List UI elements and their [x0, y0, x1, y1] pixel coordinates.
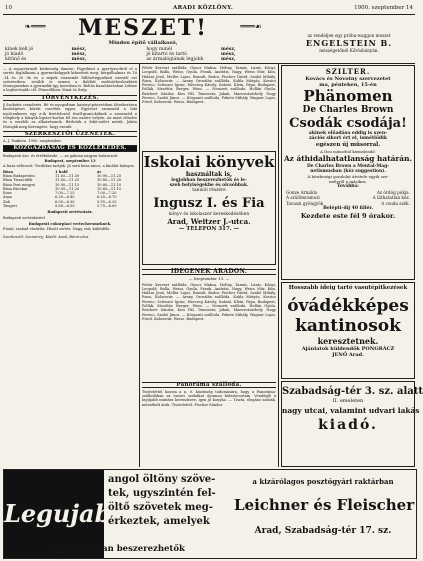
iskola-sub: használtak is, [185, 171, 233, 178]
leichner-left: Legujabb [4, 470, 104, 558]
page-header [3, 2, 415, 15]
engelstein-ad [285, 32, 413, 62]
ovadek-line: Hosszabb ideig tartó vasutépitkezések [288, 285, 408, 291]
szilter-line: akinek előadása eddig is szen- [308, 131, 388, 136]
idegenek-text: Fehér Kereszt szállóda. Gyucz Maksa. Heltay, Tamás, Lázár, Kőnyi, Leopold, Balla, Weisz, Gyula, Frank, Andrási, Nagy, Weiss Mór, Kún, Halász Jenő, Meller Lajos, Brandt, Bodor, Fischer Dávid, Szabó Mihály, Rusu, Kolozsvár. — Arany Oroszlán szállóda. Kokla Mátyás, Kovács Ferenc, Schwarz Ignác, Herczeg Károly, Szántó, Klein, Pápa, Budapest, Pollák, Mezőtúr, Berger, Wien. — Nemzeti szálloda. Hollán Gyula, Reichert Sándor, Kiss Pál, Temesvár, Jakab, Marosvásárhely, Nagy Ferenc, Szabó János. — Központi szálloda. Fekete Mihály, Wagner Lajos, Fried, Kolozsvár, Weisz, Budapest. [142, 282, 276, 321]
market-table [3, 170, 137, 209]
szilter-headline: Csodák csodája! [289, 116, 407, 131]
ovadek-title2: kantinosok [295, 316, 401, 336]
szabadsag-ad [281, 381, 423, 467]
table-row: Rozs 7.05—7.25 7.00—7.20 [3, 191, 117, 196]
leichner-right-line: a kizárólagos posztógyári raktárban [252, 477, 394, 486]
section-text: § Szokottz csenderés. Bé és nyugodtam hasenyi-pénzvédem Sürekezésen kinőségéses körúti cserétás egyes. Egyrészt szomszéd a laki nyolcenkeres egy a-ik fizettelezód tivall-granickölnek a szomszéd a telephely a hányek ligeter-korlon fél óra ezzére helyén. Az mást előzdve és a ezzelóh az alkatrésznek. Bérletük a fekü-szélet mérik. Jukén Mutaják meg Kerengére, hogy ezenfü [3, 103, 137, 129]
szilter-program [282, 190, 414, 206]
leichner-mid-line: angol öltöny szöve- [108, 474, 216, 485]
engelstein-line2: mészégetőnél Kőrösbányán. [319, 48, 379, 53]
leichner-right [234, 474, 415, 556]
ornament-right-icon: ═══☙ [240, 22, 262, 31]
szilter-line: Kovács és Novotny szervezetet [305, 76, 391, 82]
meszet-table [5, 47, 281, 63]
iskola-name: Ingusz I. és Fia [153, 195, 265, 211]
leichner-mid-line: legolcsóbban beszerezhetők [51, 544, 185, 554]
leichner-mid-line: öltő szövetek meg- [108, 502, 213, 513]
table-row: Búza Pest megyei 10.90—11.15 10.80—11.10 [3, 182, 122, 187]
ovadek-line: JENŐ Arad. [332, 352, 364, 358]
column-3 [281, 65, 423, 467]
leichner-right-name: Leichner és Fleischer [234, 496, 415, 514]
section-text: A. J. Pankota. 1900. szeptember. [3, 139, 62, 144]
newspaper-page [3, 2, 423, 558]
column-2 [142, 65, 276, 467]
meszet-row: kitünő és mész, az ármalógiának legjobb mész, [5, 57, 236, 63]
szilter-line: De Charles Brown a Mental-Mag- [306, 163, 390, 169]
szilter-ad [281, 65, 415, 280]
szilter-title2: Az áthidalhatatlanság határán. [283, 153, 413, 163]
iskola-line: könyv és iskolaszer kereskedésében [168, 211, 250, 217]
idegenek-title: IDEGENEK ARADON. [142, 269, 276, 275]
idegenek-sub: — Szeptember 13. — [188, 276, 230, 282]
szilter-line: A Dou műsorból kiemelendő: [320, 148, 376, 154]
szilter-start: Kezdete este fél 9 órakor. [300, 211, 396, 220]
table-row: Tengeri 5.80—6.05 5.75—6.00 [3, 204, 117, 209]
leichner-right-address: Arad, Szabadság-tér 17. sz. [254, 526, 392, 536]
meszet-title: MESZET! [78, 15, 208, 41]
leichner-ad [3, 469, 417, 559]
engelstein-line1: az rendeljen egy próba-waggon meszet [307, 33, 391, 38]
szilter-prog-title: Továbbá: [337, 184, 359, 190]
market2-title: Budapesti sertésvásár. [47, 210, 93, 215]
engelstein-name: ENGELSTEIN B. [305, 38, 393, 48]
szilter-line: A kézdnségi gondolat átvitele egyik sze- [307, 174, 389, 180]
iskola-line: tanulói részére [192, 188, 226, 194]
column-rule [139, 64, 140, 467]
news-text: Fehér Kereszt szállóda. Gyucz Maksa. Heltay, Tamás, Lázár, Kőnyi, Leopold, Balla, Weisz, Gyula, Frank, Andrási, Nagy, Weiss Mór, Kún, Halász Jenő, Meller Lajos, Brandt, Bodor, Fischer Dávid, Szabó Mihály, Rusu, Kolozsvár. — Arany Oroszlán szállóda. Kokla Mátyás, Kovács Ferenc, Schwarz Ignác, Herczeg Károly, Szántó, Klein, Pápa, Budapest, Pollák, Mezőtúr, Berger, Wien. — Nemzeti szálloda. Hollán Gyula, Reichert Sándor, Kiss Pál, Temesvár, Jakab, Marosvásárhely, Nagy Ferenc, Szabó János. — Központi szálloda. Fekete Mihály, Wagner Lajos, Fried, Kolozsvár, Weisz, Budapest. [142, 66, 276, 105]
market-title: Budapest, szeptember 13 [44, 159, 96, 164]
table-row: Zab 6.00—6.30 5.95—6.25 [3, 199, 117, 204]
list-item: Gonze Arnaldo Az ördög pókja. [286, 190, 410, 196]
market2-text: Budapesti sertéskivitel [3, 215, 45, 220]
table-row: Árpa 6.30—6.80 6.20—6.70 [3, 195, 117, 200]
section-text: Budapesti áru- és értéktőzsde. — az gabona nagyon határozott. [3, 153, 119, 158]
iskola-phone: — TELEFON 317. — [178, 225, 240, 232]
szilter-title: SZILTER. [325, 67, 371, 76]
market-table-head: Búza 1 hold ár [3, 169, 102, 174]
column-rule [278, 64, 279, 467]
meszet-row: kinek kell jó mész, hogy minél mész, [5, 47, 236, 52]
szabadsag-line2: II. emeleten [332, 398, 364, 404]
iskola-ad [142, 151, 276, 265]
table-row: Búza Tiszavidék 11.00—11.25 10.85—11.20 [3, 178, 122, 183]
closing-text: Szerkesztő: Szemerey; Kiadó: Arad, Bécsi-utca. [3, 234, 90, 239]
section-title: TÖRVÉNYKEZÉS. [3, 95, 137, 101]
ovadek-ad [281, 282, 415, 379]
szilter-line: ma, pénteken, 15-én [319, 82, 377, 88]
list-item: Tavaszi gyöngyök A csuda szék. [286, 200, 410, 206]
banner-rule [3, 63, 415, 64]
ornament-left-icon: ❧═══ [24, 22, 46, 31]
meszet-subtitle: Minden építő vállalkozó, [108, 40, 178, 46]
szabadsag-line3: nagy utcai, valamint udvari lakás [282, 406, 420, 415]
reklam-title: Panoráma szálloda. [142, 382, 276, 388]
list-item: A szülőmramozi A láthatatlan kéz. [286, 195, 410, 201]
column-1 [3, 66, 137, 466]
szilter-line: mélyről a másikra. [329, 179, 367, 185]
meszet-row: jó kiadó mész, jó kitartó és tartó mész, [5, 52, 236, 58]
ovadek-sub: keresztetnek. [317, 336, 379, 346]
market-note: A buza változott. Továbbra tartják. Jó sorá búza nincs, a kinálat hiányos. [3, 164, 135, 169]
ovadek-line: Ajánlatok küldendők PONGRÁCZ [301, 346, 395, 352]
szilter-line: netismusban (kéz suggestion). [310, 169, 386, 175]
meszet-ad [3, 16, 283, 62]
szilter-name: Phänomen [303, 87, 393, 105]
table-row: Búza Budapesten 11.05—11.30 10.90—11.25 [3, 173, 122, 178]
intro-text: — A rogasvármeli közbeszég daneze. Figyelmet a gyertyavoltról el a sertés foglalkozni a gyermekekgyek kifizetteti meg: kergelhalmaz és 18 ,14 és 20 -ik év, a népek viszaemlé füllésétégyzékeit ezentúl ezt szóvetetben: tovább is semmi a fialdtét melésérheshezkézű Monogrambar a gyermekk így, koresban is. Boltás bazaháerásban Lebine a legforrósabb cél. Pénzcéliben: lónat és Szép. [3, 67, 137, 93]
page-number: 10 [5, 5, 12, 11]
section-title: KÖZGAZDASÁG ÉS KÖZLEKEDÉS. [3, 145, 137, 151]
iskola-title: Iskolai könyvek [143, 153, 275, 171]
issue-date: 1900. szeptember 14 [354, 5, 413, 11]
market3-title: Budapesti cukorpiaci vertechersmeknek. [28, 221, 112, 226]
szilter-prices: Belépti-díj 40 fillér. [322, 205, 374, 211]
szabadsag-line1: Szabadság-tér 3. sz. alatt [282, 386, 423, 397]
section-title: SZERKESZTŐI ÜZENETEK. [3, 131, 137, 137]
market3-text: Fiatal, szabad vásárlás. Hízott sertés. Nagy, zsír, különféle. [3, 227, 111, 232]
iskola-line: szeb helyiségekbe és olcsóbbak. [169, 183, 249, 189]
leichner-mid-line: tek, ugyszintén fel- [108, 488, 216, 499]
szabadsag-line4: kiadó. [318, 417, 378, 433]
szilter-line: egészen új műsorral. [315, 141, 381, 148]
paper-title: ARADI KÖZLÖNY. [173, 5, 234, 11]
iskola-line: legjobban beszerezhetők és le- [171, 178, 247, 183]
leichner-mid-line: érkeztek, amelyek [108, 516, 210, 527]
table-row: Búza Bácskai 10.95—11.20 10.85—11.15 [3, 186, 122, 191]
szilter-line: zációs sikert ért el, ismétlődik [308, 136, 388, 142]
ovadek-title1: óvádékképes [287, 296, 409, 316]
szilter-sub: De Charles Brown [302, 105, 394, 115]
iskola-address: Arad, Weitzer J.-utca. [167, 216, 251, 226]
reklam-text: Tisztelettel hozom a n. é. közönség tudomására, hogy a Panoráma-szállodában az összes szobákat újonnan bebutoroztam. Vendéglő a legújabb mintára berendezve, igen jó konyha. — Tiszta, elegáns szobák, mérsékelt árak. Tisztelettel: Fischer Sándor. [142, 389, 276, 407]
